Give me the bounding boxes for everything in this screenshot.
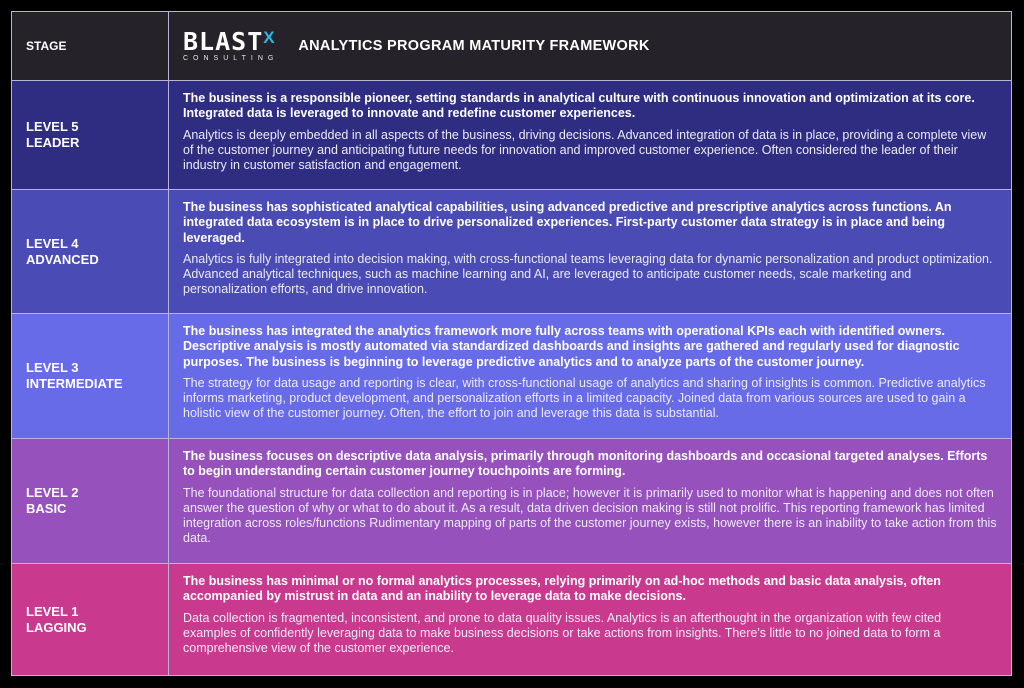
logo-x-icon: X: [263, 28, 276, 47]
description-cell: [169, 439, 1011, 563]
level-detail: Analytics is fully integrated into decision making, with cross-functional teams leveraging data for dynamic personalization and product optimization. Advanced analytical techniques, such as machine learning and AI, are leveraged to anticipate customer needs, scale marketing and personalization efforts, and drive innovation.: [183, 251, 993, 297]
logo-wordmark: [183, 27, 278, 56]
level-summary: The business has integrated the analytics framework more fully across teams with operational KPIs each with identified owners. Descriptive analysis is mostly automated via standardized dashboards and insights are gathered and regularly used for diagnostic purposes. The business is beginning to leverage predictive analytics and to analyze parts of the customer journey.: [183, 324, 960, 369]
logo-subtitle: CONSULTING: [183, 55, 279, 62]
stage-cell: [12, 314, 169, 438]
logo-main-text: BLAST: [183, 27, 264, 56]
level-detail: Analytics is deeply embedded in all aspects of the business, driving decisions. Advanced integration of data is in place, providing a complete view of the customer journey and anticipating future needs for innovation and improved customer experience. Often considered the leader of their industry in customer satisfaction and engagement.: [183, 127, 987, 173]
stage-cell: [12, 190, 169, 313]
stage-cell: [12, 439, 169, 563]
stage-cell: [12, 564, 169, 675]
level-3-row: [12, 313, 1011, 438]
level-4-row: [12, 189, 1011, 313]
level-summary: The business focuses on descriptive data analysis, primarily through monitoring dashboards and occasional targeted analyses. Efforts to begin understanding certain customer journey touchpoints are forming.: [183, 449, 988, 479]
level-detail: The foundational structure for data collection and reporting is in place; however it is primarily used to monitor what is happening and does not often answer the question of why or what to do about it. As a result, data driven decision making is still not prolific. This reporting framework has limited integration across roles/functions Rudimentary mapping of parts of the customer journey exists, however there is an inability to take action from this data.: [183, 485, 997, 546]
level-summary: The business is a responsible pioneer, setting standards in analytical culture with continuous innovation and optimization at its core. Integrated data is leveraged to innovate and redefine customer experiences.: [183, 91, 975, 121]
level-detail: Data collection is fragmented, inconsistent, and prone to data quality issues. Analytics is an afterthought in the organization with few cited examples of confidently leveraging data to make business decisions or take actions from insights. There's little to no joined data to form a comprehensive view of the customer experience.: [183, 610, 942, 656]
stage-cell: [12, 81, 169, 189]
maturity-framework-table: [11, 11, 1012, 676]
level-name: INTERMEDIATE: [26, 376, 123, 391]
level-name: LEADER: [26, 135, 80, 150]
level-2-row: [12, 438, 1011, 563]
level-detail: The strategy for data usage and reporting is clear, with cross-functional usage of analytics and sharing of insights is common. Predictive analytics informs marketing, product development, and personalization efforts in a limited capacity. Joined data from various sources are used to gain a holistic view of the customer journey. Often, the effort to join and leverage this data is substantial.: [183, 375, 986, 421]
blastx-logo: [183, 27, 279, 62]
description-cell: [169, 81, 1011, 189]
level-name: ADVANCED: [26, 251, 99, 267]
description-cell: [169, 314, 1011, 438]
level-number: LEVEL 4: [26, 235, 79, 251]
level-number: LEVEL 5: [26, 119, 79, 134]
level-summary: The business has minimal or no formal analytics processes, relying primarily on ad-hoc methods and basic data analysis, often accompanied by mistrust in data and an inability to leverage data to make decisions.: [183, 574, 941, 604]
level-5-row: [12, 80, 1011, 189]
description-cell: [169, 564, 1011, 675]
description-cell: [169, 190, 1011, 313]
level-name: LAGGING: [26, 619, 87, 635]
level-name: BASIC: [26, 501, 67, 516]
page-title: ANALYTICS PROGRAM MATURITY FRAMEWORK: [298, 38, 650, 54]
level-summary: The business has sophisticated analytical capabilities, using advanced predictive and prescriptive analytics across functions. An integrated data ecosystem is in place to drive personalized experiences. First-party customer data strategy is in place and being leveraged.: [183, 200, 952, 245]
header-title-cell: [169, 12, 1011, 80]
level-number: LEVEL 1: [26, 603, 79, 619]
table-header: [12, 12, 1011, 80]
stage-column-header: STAGE: [12, 12, 169, 80]
level-1-row: [12, 563, 1011, 675]
level-number: LEVEL 2: [26, 485, 79, 500]
level-number: LEVEL 3: [26, 360, 79, 375]
